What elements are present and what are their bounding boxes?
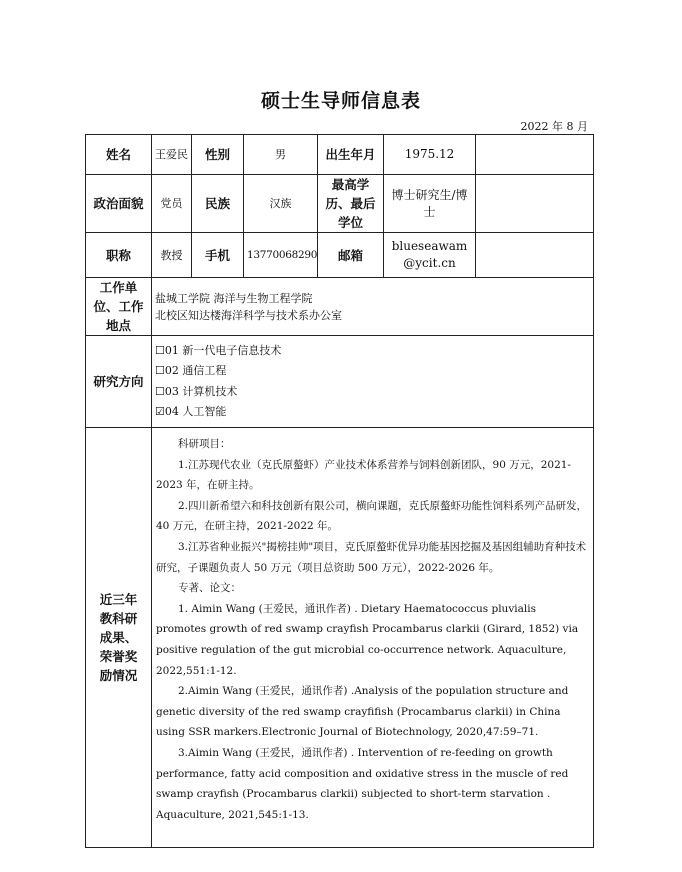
achievements-content (152, 428, 594, 848)
name-label: 姓名 (86, 135, 152, 175)
degree-label: 最高学历、最后学位 (318, 175, 384, 233)
title-label: 职称 (86, 233, 152, 278)
project-item: 2.四川新希望六和科技创新有限公司，横向课题，克氏原螯虾功能性饲料系列产品研发，40 万元，在研主持，2021-2022 年。 (156, 499, 588, 533)
name-value: 王爱民 (152, 135, 192, 175)
research-option-02[interactable]: ☐02 通信工程 (155, 364, 227, 377)
info-table (85, 134, 594, 848)
phone-label: 手机 (192, 233, 244, 278)
work-unit: 盐城工学院 海洋与生物工程学院 (155, 291, 313, 305)
ethnicity-value: 汉族 (244, 175, 318, 233)
paper-item: 3.Aimin Wang (王爱民，通讯作者) . Intervention of re-feeding on growth performance, fatty acid composition and oxidative stress in the muscle of red swamp crayfish (Procambarus clarkii) subjected to short-term starvation . Aquaculture, 2021,545:1-13. (156, 746, 569, 821)
work-value (152, 278, 594, 336)
birth-value: 1975.12 (384, 135, 476, 175)
achievements-label: 近三年教科研成果、荣誉奖励情况 (86, 428, 152, 848)
work-location: 北校区知达楼海洋科学与技术系办公室 (155, 308, 342, 322)
research-option-01[interactable]: ☐01 新一代电子信息技术 (155, 343, 282, 357)
research-option-04[interactable]: ☑04 人工智能 (155, 405, 227, 418)
work-label: 工作单位、工作地点 (86, 278, 152, 336)
photo-cell (476, 135, 594, 175)
phone-value: 13770068290 (244, 233, 318, 278)
political-value: 党员 (152, 175, 192, 233)
research-option-03[interactable]: ☐03 计算机技术 (155, 384, 238, 398)
research-options (152, 336, 594, 428)
email-label: 邮箱 (318, 233, 384, 278)
project-item: 1.江苏现代农业（克氏原螯虾）产业技术体系营养与饲料创新团队，90 万元，2021-2023 年，在研主持。 (156, 458, 571, 492)
form-date: 2022 年 8 月 (520, 120, 588, 133)
projects-heading: 科研项目： (178, 438, 231, 450)
photo-cell-2 (476, 175, 594, 233)
birth-label: 出生年月 (318, 135, 384, 175)
gender-label: 性别 (192, 135, 244, 175)
email-value: blueseawam@ycit.cn (384, 233, 476, 278)
project-item: 3.江苏省种业振兴"揭榜挂帅"项目，克氏原螯虾优异功能基因挖掘及基因组辅助育种技术研究，子课题负责人 50 万元（项目总资助 500 万元），2022-2026 年。 (156, 540, 587, 574)
degree-value: 博士研究生/博士 (384, 175, 476, 233)
photo-cell-3 (476, 233, 594, 278)
papers-heading: 专著、论文： (178, 582, 241, 595)
gender-value: 男 (244, 135, 318, 175)
research-label: 研究方向 (86, 336, 152, 428)
title-value: 教授 (152, 233, 192, 278)
political-label: 政治面貌 (86, 175, 152, 233)
page-title: 硕士生导师信息表 (260, 90, 421, 112)
paper-item: 1. Aimin Wang (王爱民，通讯作者) . Dietary Haematococcus pluvialis promotes growth of red swamp crayfish Procambarus clarkii (Girard, 1852) via positive regulation of the gut microbial co-occurrence network. Aquaculture, 2022,551:1-12. (156, 602, 579, 677)
paper-item: 2.Aimin Wang (王爱民，通讯作者) .Analysis of the population structure and genetic diversity of the red swamp crayfifish (Procambarus clarkii) in China using SSR markers.Electronic Journal of Biotechnology, 2020,47:59–71. (156, 685, 569, 739)
ethnicity-label: 民族 (192, 175, 244, 233)
